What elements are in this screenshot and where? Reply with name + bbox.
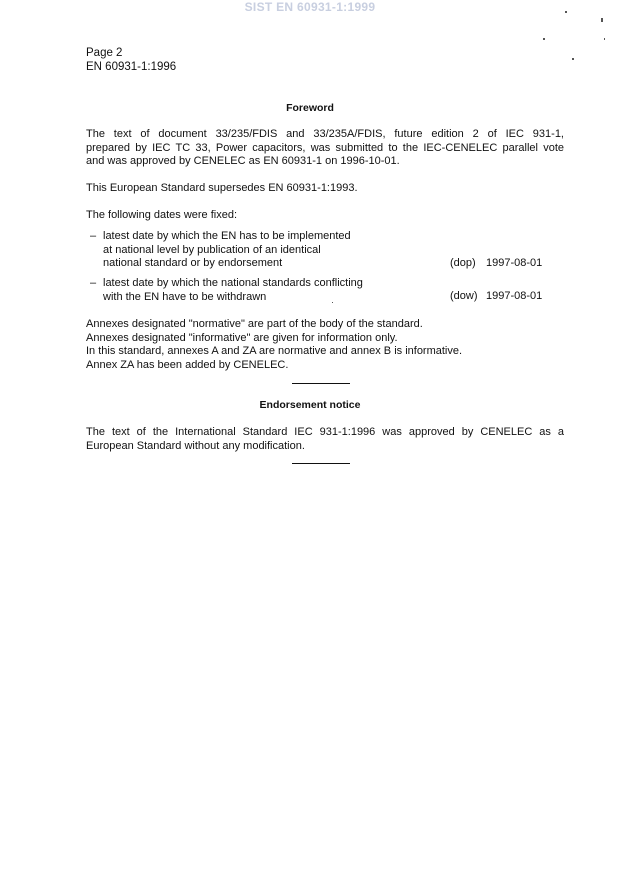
- endorsement-line-1: The text of the International Standard IEC 931-1:1996 was approved by CENELEC as a: [86, 426, 564, 438]
- date-item-line: latest date by which the national standards conflicting: [103, 277, 363, 289]
- section-divider: [292, 383, 350, 384]
- page-number: Page 2: [86, 47, 123, 59]
- annex-paragraph: [86, 318, 564, 372]
- scan-speck: [565, 11, 567, 13]
- foreword-line-1: The text of document 33/235/FDIS and 33/235A/FDIS, future edition 2 of IEC 931-1,: [86, 128, 564, 140]
- foreword-title: Foreword: [286, 102, 334, 114]
- date-code: (dow): [450, 290, 478, 302]
- foreword-paragraph: [86, 128, 564, 169]
- standard-number: EN 60931-1:1996: [86, 61, 177, 73]
- endorsement-line-2: European Standard without any modification.: [86, 439, 305, 452]
- scan-speck: [332, 302, 333, 303]
- foreword-line-2: prepared by IEC TC 33, Power capacitors, was submitted to the IEC-CENELEC parallel vote: [86, 141, 564, 154]
- watermark: SIST EN 60931-1:1999: [244, 0, 376, 14]
- dates-intro: The following dates were fixed:: [86, 209, 238, 221]
- date-item-dop: [103, 230, 351, 271]
- date-item-dow: [103, 277, 363, 304]
- page-header: [86, 46, 176, 74]
- endorsement-title: Endorsement notice: [259, 399, 361, 411]
- annex-line: Annexes designated "informative" are given for information only.: [86, 331, 398, 344]
- annex-line: Annex ZA has been added by CENELEC.: [86, 358, 289, 371]
- dash-marker: –: [90, 230, 97, 242]
- date-item-line: at national level by publication of an identical: [103, 243, 321, 256]
- scan-speck: [572, 58, 574, 60]
- annex-line: In this standard, annexes A and ZA are normative and annex B is informative.: [86, 345, 463, 357]
- date-code: (dop): [450, 257, 476, 269]
- date-value: 1997-08-01: [486, 257, 543, 269]
- scan-speck: [601, 18, 603, 22]
- supersedes-paragraph: This European Standard supersedes EN 60931-1:1993.: [86, 182, 358, 194]
- date-item-line: national standard or by endorsement: [103, 257, 283, 269]
- section-divider: [292, 463, 350, 464]
- annex-line: Annexes designated "normative" are part of the body of the standard.: [86, 318, 423, 330]
- date-item-line: with the EN have to be withdrawn: [103, 290, 267, 303]
- scan-speck: [543, 38, 545, 40]
- date-value: 1997-08-01: [486, 290, 543, 302]
- dash-marker: –: [90, 277, 97, 289]
- date-item-line: latest date by which the EN has to be implemented: [103, 230, 351, 242]
- foreword-line-3: and was approved by CENELEC as EN 60931-1 on 1996-10-01.: [86, 155, 400, 167]
- endorsement-paragraph: [86, 426, 564, 453]
- scan-speck: [604, 38, 605, 40]
